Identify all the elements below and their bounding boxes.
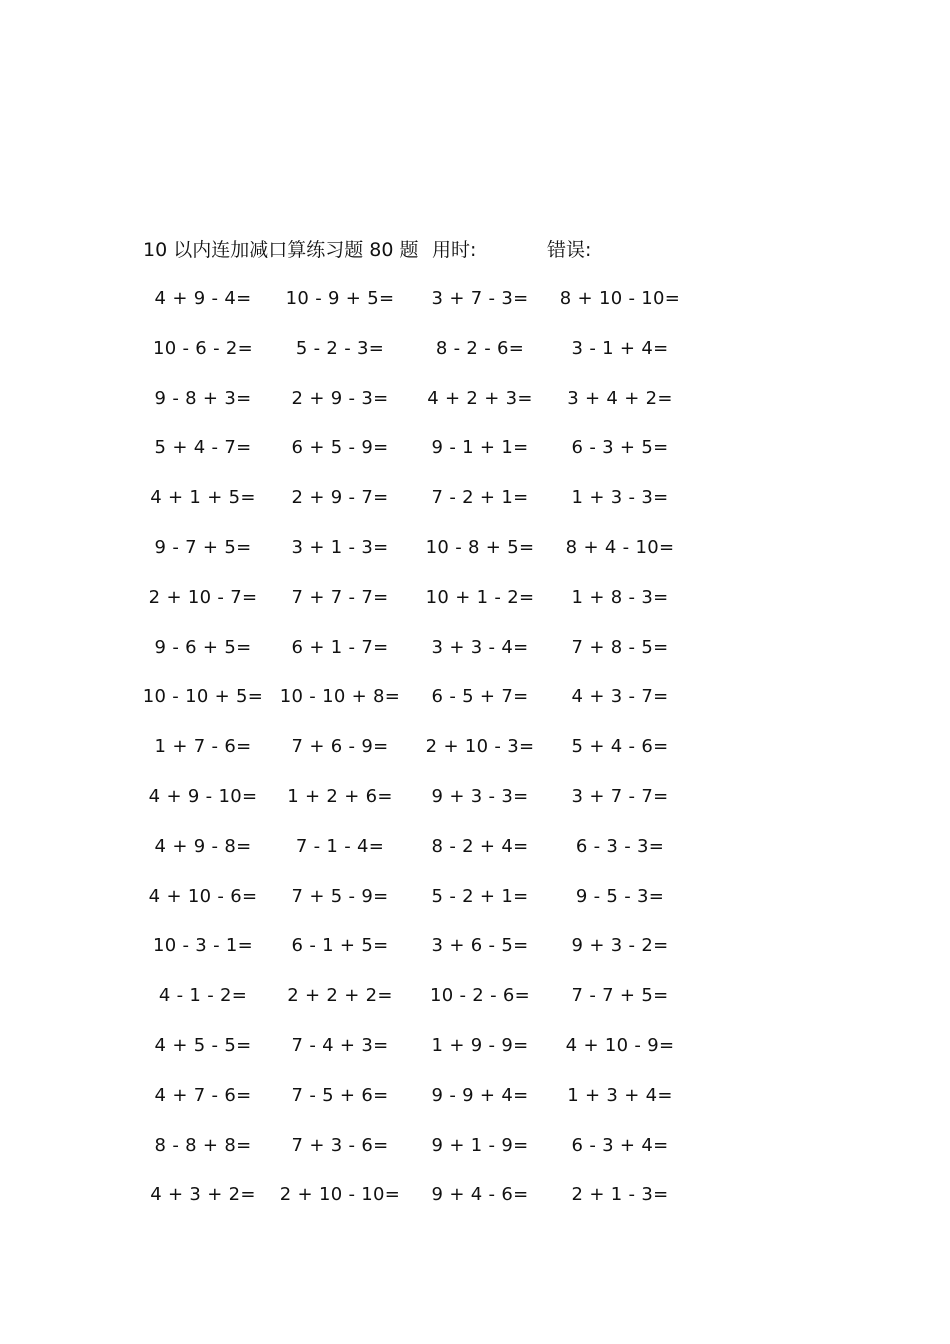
arithmetic-problem: 5 + 4 - 6= (571, 736, 669, 758)
arithmetic-problem: 2 + 9 - 7= (291, 487, 389, 509)
arithmetic-problem: 7 - 4 + 3= (291, 1034, 389, 1056)
arithmetic-problem: 9 - 9 + 4= (431, 1084, 529, 1106)
arithmetic-problem: 3 + 6 - 5= (431, 935, 529, 957)
problem-row (0, 884, 950, 934)
problem-row (0, 336, 950, 386)
problem-row (0, 435, 950, 485)
arithmetic-problem: 6 - 3 + 5= (571, 437, 669, 459)
arithmetic-problem: 7 + 5 - 9= (291, 885, 389, 907)
arithmetic-problem: 4 + 9 - 8= (154, 835, 252, 857)
arithmetic-problem: 9 - 6 + 5= (154, 636, 252, 658)
arithmetic-problem: 1 + 3 + 4= (567, 1084, 673, 1106)
problem-row (0, 635, 950, 685)
arithmetic-problem: 7 - 1 - 4= (295, 835, 385, 857)
arithmetic-problem: 10 - 10 + 8= (279, 686, 401, 708)
arithmetic-problem: 1 + 3 - 3= (571, 487, 669, 509)
arithmetic-problem: 7 + 6 - 9= (291, 736, 389, 758)
arithmetic-problem: 10 - 2 - 6= (429, 985, 531, 1007)
arithmetic-problem: 6 - 3 + 4= (571, 1134, 669, 1156)
arithmetic-problem: 9 + 1 - 9= (431, 1134, 529, 1156)
arithmetic-problem: 10 - 9 + 5= (285, 288, 395, 309)
arithmetic-problem: 1 + 2 + 6= (287, 785, 393, 807)
arithmetic-problem: 9 - 5 - 3= (575, 885, 665, 907)
arithmetic-problem: 10 + 1 - 2= (425, 586, 535, 608)
arithmetic-problem: 10 - 6 - 2= (152, 337, 254, 359)
arithmetic-problem: 6 - 5 + 7= (431, 686, 529, 708)
arithmetic-problem: 8 - 2 + 4= (431, 835, 529, 857)
arithmetic-problem: 1 + 9 - 9= (431, 1034, 529, 1056)
arithmetic-problem: 7 - 7 + 5= (571, 985, 669, 1007)
arithmetic-problem: 4 + 10 - 6= (148, 885, 258, 907)
arithmetic-problem: 4 + 2 + 3= (427, 387, 533, 409)
arithmetic-problem: 7 - 5 + 6= (291, 1084, 389, 1106)
arithmetic-problem: 3 + 4 + 2= (567, 387, 673, 409)
worksheet-title: 10 以内连加减口算练习题 80 题 (143, 239, 419, 261)
worksheet-header (0, 237, 950, 263)
arithmetic-problem: 8 + 10 - 10= (559, 288, 681, 309)
problem-row (0, 834, 950, 884)
arithmetic-problem: 5 - 2 + 1= (431, 885, 529, 907)
arithmetic-problem: 9 + 3 - 3= (431, 785, 529, 807)
arithmetic-problem: 7 - 2 + 1= (431, 487, 529, 509)
arithmetic-problem: 9 - 8 + 3= (154, 387, 252, 409)
arithmetic-problem: 2 + 1 - 3= (571, 1184, 669, 1206)
arithmetic-problem: 4 + 3 - 7= (571, 686, 669, 708)
arithmetic-problem: 9 + 4 - 6= (431, 1184, 529, 1206)
problem-row (0, 983, 950, 1033)
arithmetic-problem: 4 + 7 - 6= (154, 1084, 252, 1106)
arithmetic-problem: 4 + 10 - 9= (565, 1034, 675, 1056)
arithmetic-problem: 4 + 3 + 2= (150, 1184, 256, 1206)
arithmetic-problem: 10 - 3 - 1= (152, 935, 254, 957)
problem-row (0, 734, 950, 784)
problem-row (0, 1033, 950, 1083)
arithmetic-problem: 2 + 2 + 2= (287, 985, 393, 1007)
arithmetic-problem: 2 + 10 - 10= (279, 1184, 401, 1206)
arithmetic-problem: 6 + 1 - 7= (291, 636, 389, 658)
problem-row (0, 684, 950, 734)
arithmetic-problem: 9 - 7 + 5= (154, 536, 252, 558)
arithmetic-problem: 1 + 7 - 6= (154, 736, 252, 758)
arithmetic-problem: 7 + 3 - 6= (291, 1134, 389, 1156)
arithmetic-problem: 8 - 2 - 6= (435, 337, 525, 359)
problem-row (0, 1083, 950, 1133)
arithmetic-problem: 4 + 9 - 4= (154, 288, 252, 309)
arithmetic-problem: 9 + 3 - 2= (571, 935, 669, 957)
problem-row (0, 784, 950, 834)
arithmetic-problem: 3 + 7 - 7= (571, 785, 669, 807)
arithmetic-problem: 4 + 9 - 10= (148, 785, 258, 807)
arithmetic-problem: 3 - 1 + 4= (571, 337, 669, 359)
problem-row (0, 1182, 950, 1232)
arithmetic-problem: 4 + 1 + 5= (150, 487, 256, 509)
arithmetic-problem: 2 + 9 - 3= (291, 387, 389, 409)
problem-row (0, 535, 950, 585)
problem-row (0, 485, 950, 535)
arithmetic-problem: 3 + 7 - 3= (431, 288, 529, 309)
problem-row (0, 386, 950, 436)
problem-row (0, 1133, 950, 1183)
arithmetic-problem: 3 + 3 - 4= (431, 636, 529, 658)
problem-row (0, 933, 950, 983)
arithmetic-problem: 8 + 4 - 10= (565, 536, 675, 558)
arithmetic-problem: 2 + 10 - 7= (148, 586, 258, 608)
arithmetic-problem: 4 - 1 - 2= (158, 985, 248, 1007)
arithmetic-problem: 7 + 7 - 7= (291, 586, 389, 608)
errors-label: 错误: (547, 239, 592, 261)
arithmetic-problem: 7 + 8 - 5= (571, 636, 669, 658)
arithmetic-problem: 8 - 8 + 8= (154, 1134, 252, 1156)
arithmetic-problem: 5 + 4 - 7= (154, 437, 252, 459)
arithmetic-problem: 3 + 1 - 3= (291, 536, 389, 558)
problem-row (0, 286, 950, 336)
arithmetic-problem: 6 + 5 - 9= (291, 437, 389, 459)
arithmetic-problem: 6 - 3 - 3= (575, 835, 665, 857)
arithmetic-problem: 4 + 5 - 5= (154, 1034, 252, 1056)
arithmetic-problem: 2 + 10 - 3= (425, 736, 535, 758)
arithmetic-problem: 6 - 1 + 5= (291, 935, 389, 957)
problem-row (0, 585, 950, 635)
arithmetic-problem: 5 - 2 - 3= (295, 337, 385, 359)
arithmetic-problem: 10 - 10 + 5= (142, 686, 264, 708)
time-used-label: 用时: (432, 239, 477, 261)
arithmetic-problem: 1 + 8 - 3= (571, 586, 669, 608)
problem-grid (0, 286, 950, 1232)
arithmetic-problem: 10 - 8 + 5= (425, 536, 535, 558)
arithmetic-problem: 9 - 1 + 1= (431, 437, 529, 459)
